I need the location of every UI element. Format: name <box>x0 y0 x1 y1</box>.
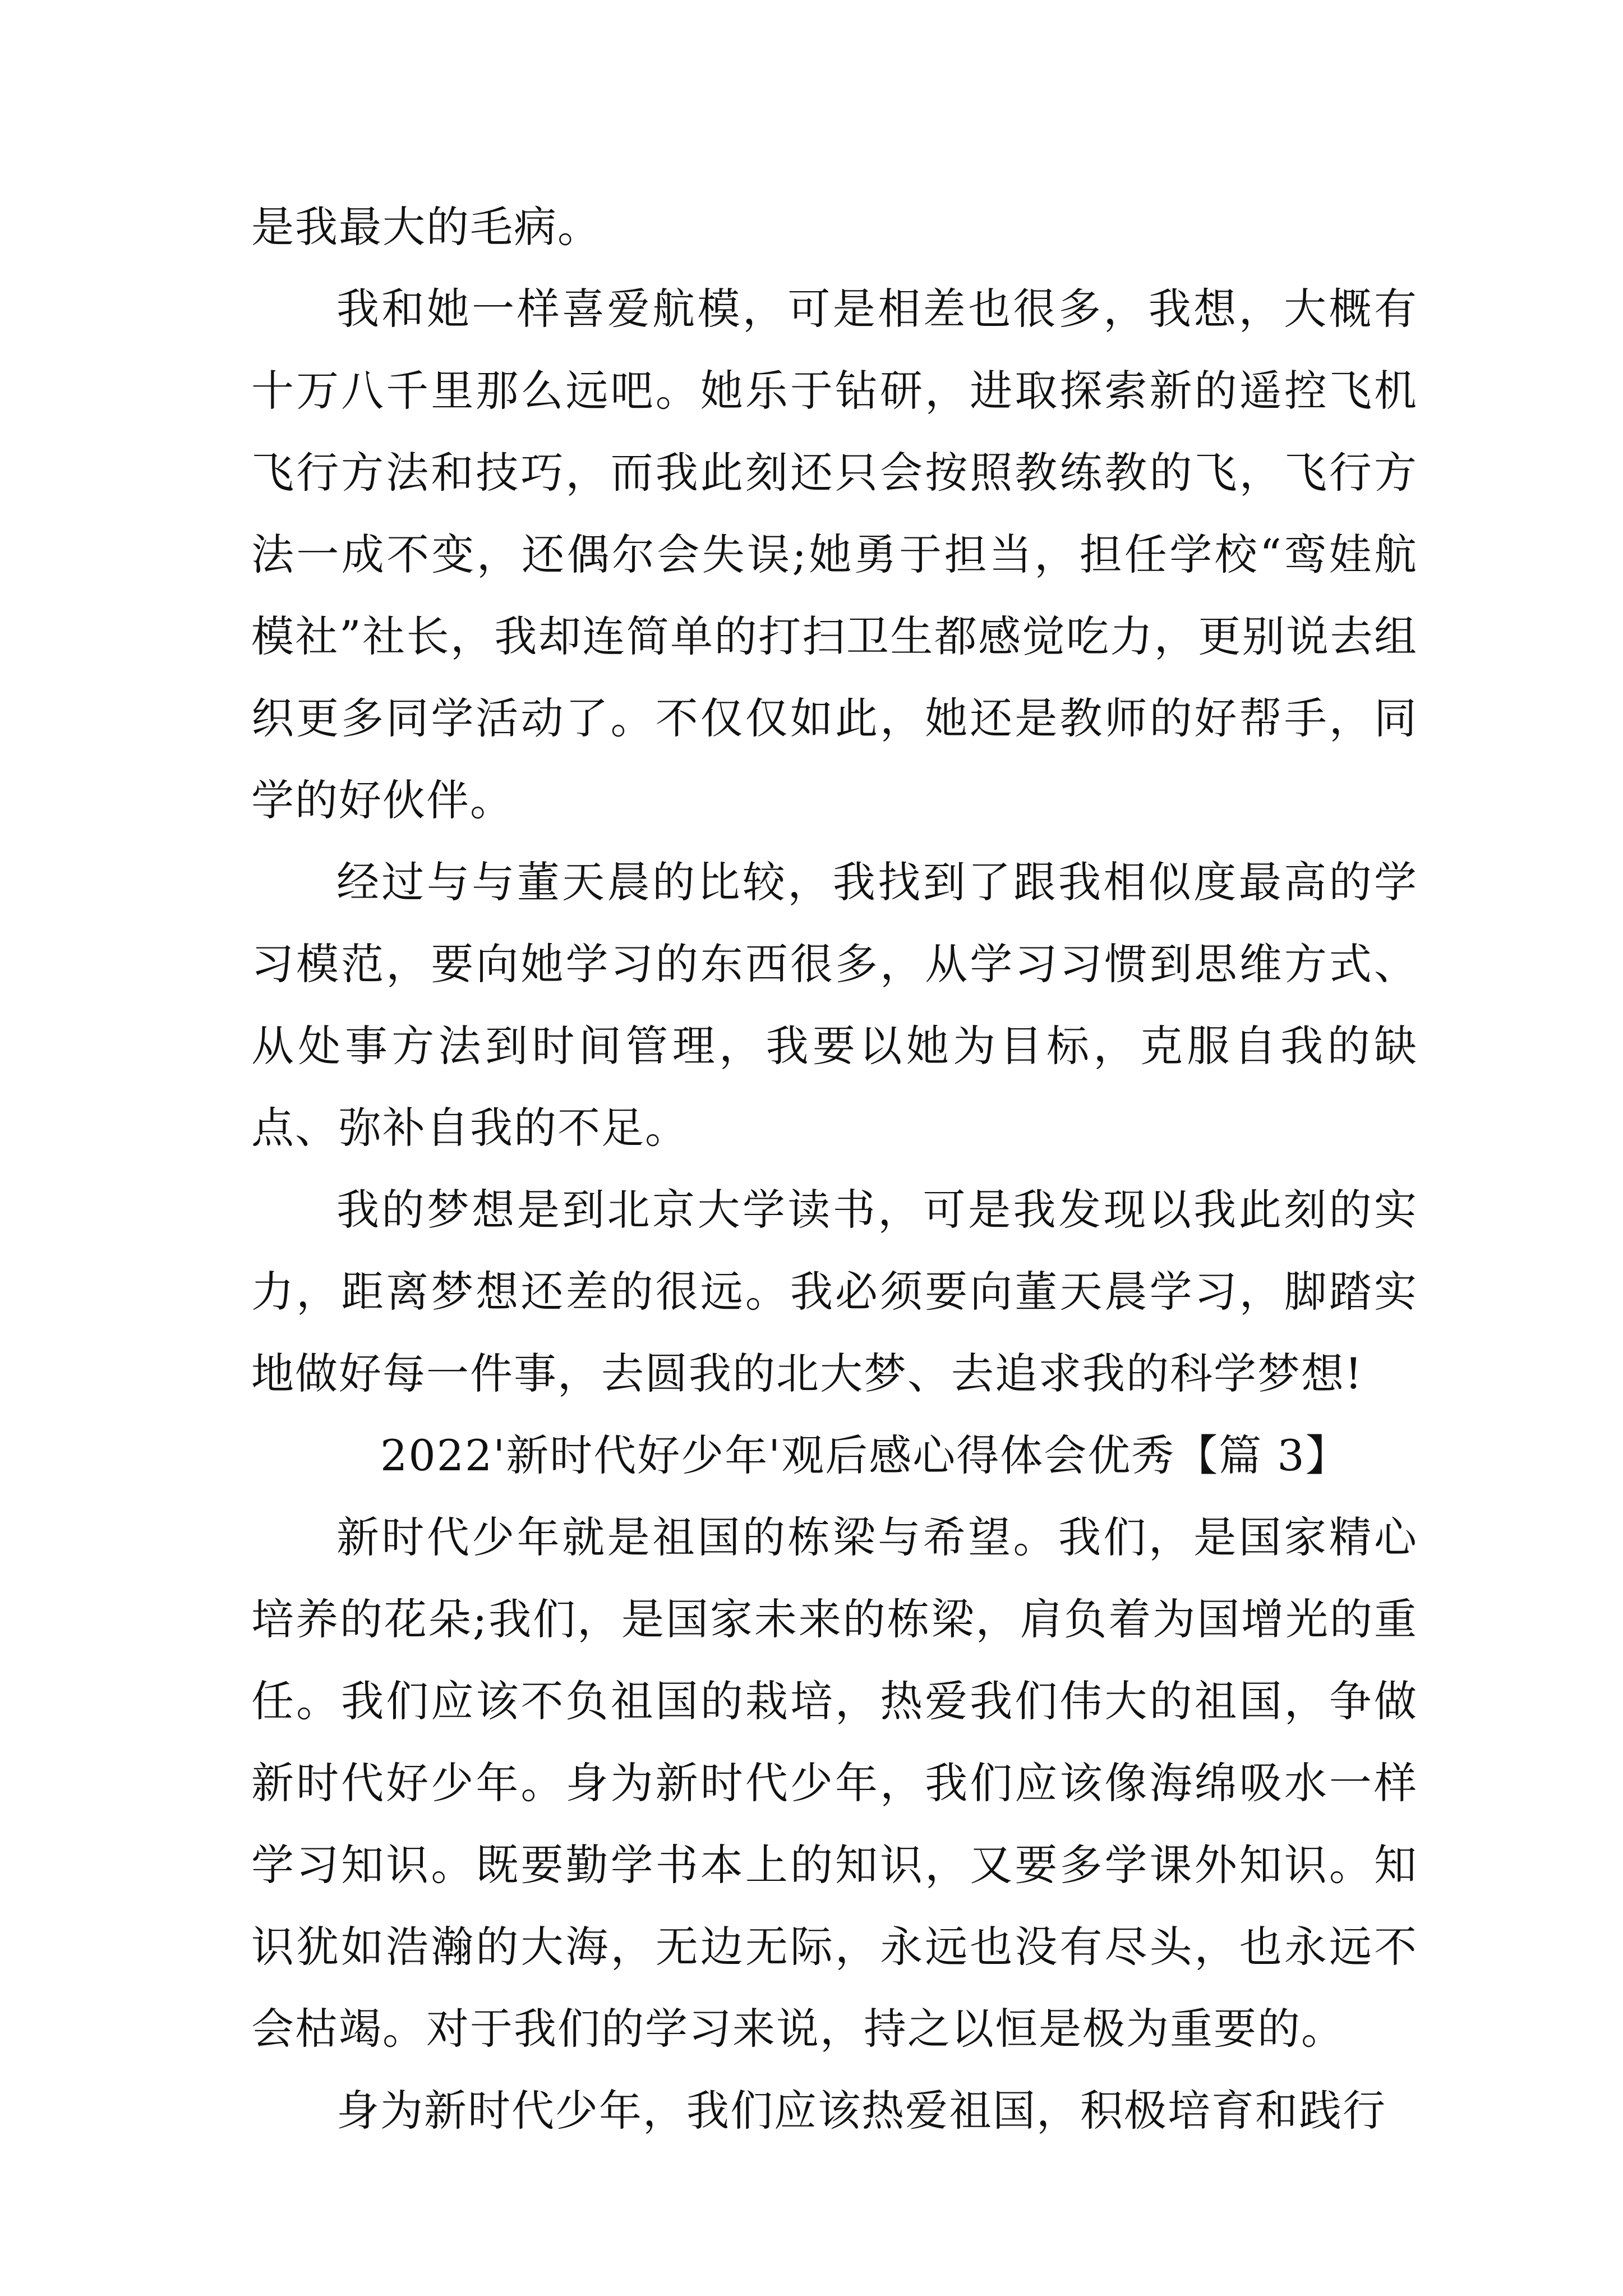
document-body <box>251 186 1418 2152</box>
section-heading: 2022'新时代好少年'观后感心得体会优秀【篇 3】 <box>380 1430 1349 1480</box>
paragraph-aviation-models: 我和她一样喜爱航模，可是相差也很多，我想，大概有十万八千里那么远吧。她乐于钻研，进取探索新的遥控飞机飞行方法和技巧，而我此刻还只会按照教练教的飞，飞行方法一成不变，还偶尔会失误;她勇于担当，担任学校“鸾娃航模社”社长，我却连简单的打扫卫生都感觉吃力，更别说去组织更多同学活动了。不仅仅如此，她还是教师的好帮手，同学的好伙伴。 <box>251 284 1418 825</box>
paragraph-comparison: 经过与与董天晨的比较，我找到了跟我相似度最高的学习模范，要向她学习的东西很多，从学习习惯到思维方式、从处事方法到时间管理，我要以她为目标，克服自我的缺点、弥补自我的不足。 <box>251 857 1418 1153</box>
paragraph-continuation: 是我最大的毛病。 <box>251 202 601 252</box>
paragraph-new-era-youth: 新时代少年就是祖国的栋梁与希望。我们，是国家精心培养的花朵;我们，是国家未来的栋梁，肩负着为国增光的重任。我们应该不负祖国的栽培，热爱我们伟大的祖国，争做新时代好少年。身为新时代少年，我们应该像海绵吸水一样学习知识。既要勤学书本上的知识，又要多学课外知识。知识犹如浩瀚的大海，无边无际，永远也没有尽头，也永远不会枯竭。对于我们的学习来说，持之以恒是极为重要的。 <box>251 1512 1418 2054</box>
paragraph-dream: 我的梦想是到北京大学读书，可是我发现以我此刻的实力，距离梦想还差的很远。我必须要向董天晨学习，脚踏实地做好每一件事，去圆我的北大梦、去追求我的科学梦想! <box>251 1185 1418 1398</box>
paragraph-love-country: 身为新时代少年，我们应该热爱祖国，积极培育和践行 <box>336 2086 1386 2136</box>
